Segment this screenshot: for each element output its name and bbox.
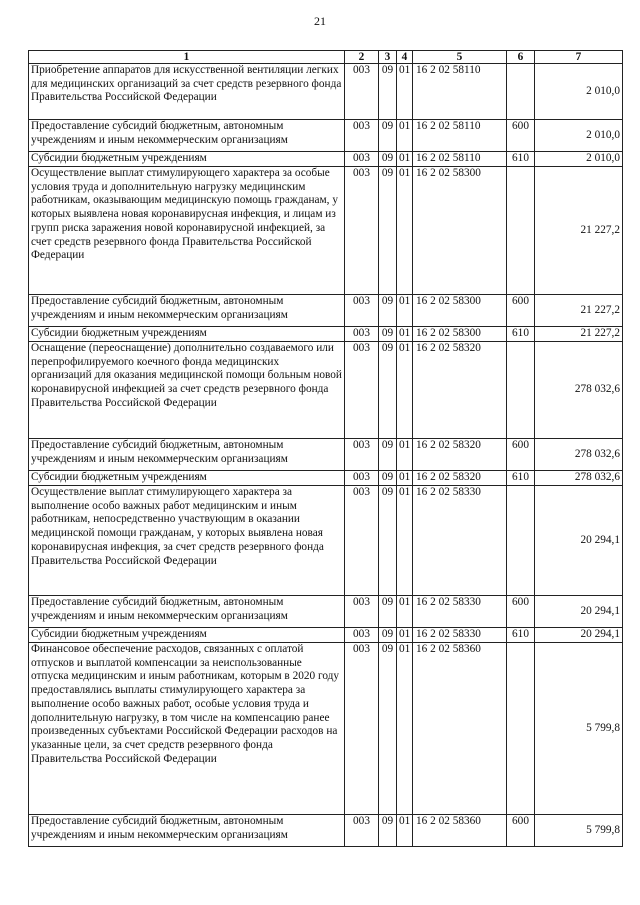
header-col-7: 7 [535, 51, 623, 64]
row-col-3: 09 [379, 439, 397, 471]
row-col-3: 09 [379, 342, 397, 439]
row-col-5: 16 2 02 58320 [413, 439, 507, 471]
row-col-5: 16 2 02 58300 [413, 295, 507, 327]
row-col-4: 01 [397, 120, 413, 152]
table-row [29, 152, 623, 167]
table-row [29, 628, 623, 643]
row-name: Субсидии бюджетным учреждениям [29, 471, 345, 486]
row-col-5: 16 2 02 58330 [413, 628, 507, 643]
row-col-6: 600 [507, 120, 535, 152]
row-name: Осуществление выплат стимулирующего характера за выполнение особо важных работ медицинским и иным работникам, непосредственно участвующим в оказании медицинской помощи гражданам, у которых выявлена новая коронавирусная инфекция, за счет средств резервного фонда Правительства Российской Федерации [29, 486, 345, 596]
row-col-4: 01 [397, 815, 413, 847]
row-col-4: 01 [397, 486, 413, 596]
table-row [29, 486, 623, 596]
row-name: Субсидии бюджетным учреждениям [29, 628, 345, 643]
row-col-6: 610 [507, 628, 535, 643]
row-col-4: 01 [397, 643, 413, 815]
table-row [29, 471, 623, 486]
row-col-4: 01 [397, 64, 413, 120]
row-col-3: 09 [379, 167, 397, 295]
row-name: Приобретение аппаратов для искусственной вентиляции легких для медицинских организаций за счет средств резервного фонда Правительства Российской Федерации [29, 64, 345, 120]
row-col-6 [507, 486, 535, 596]
row-col-4: 01 [397, 628, 413, 643]
row-col-3: 09 [379, 295, 397, 327]
table-row [29, 342, 623, 439]
budget-table [28, 50, 623, 847]
row-col-3: 09 [379, 596, 397, 628]
row-col-5: 16 2 02 58300 [413, 327, 507, 342]
row-col-4: 01 [397, 471, 413, 486]
row-col-6: 610 [507, 327, 535, 342]
table-row [29, 439, 623, 471]
row-amount: 20 294,1 [535, 628, 623, 643]
header-col-2: 2 [345, 51, 379, 64]
row-col-2: 003 [345, 486, 379, 596]
row-col-2: 003 [345, 439, 379, 471]
row-col-5: 16 2 02 58110 [413, 120, 507, 152]
row-name: Осуществление выплат стимулирующего характера за особые условия труда и дополнительную нагрузку медицинским работникам, оказывающим медицинскую помощь гражданам, у которых выявлена новая коронавирусная инфекция, и лицам из групп риска заражения новой коронавирусной инфекцией, за счет средств резервного фонда Правительства Российской Федерации [29, 167, 345, 295]
row-col-3: 09 [379, 486, 397, 596]
row-name: Предоставление субсидий бюджетным, автономным учреждениям и иным некоммерческим организациям [29, 815, 345, 847]
row-col-5: 16 2 02 58320 [413, 342, 507, 439]
row-name: Предоставление субсидий бюджетным, автономным учреждениям и иным некоммерческим организациям [29, 596, 345, 628]
row-col-6: 600 [507, 815, 535, 847]
row-amount: 20 294,1 [535, 596, 623, 628]
table-row [29, 643, 623, 815]
row-amount: 278 032,6 [535, 471, 623, 486]
table-row [29, 120, 623, 152]
row-col-6 [507, 64, 535, 120]
row-col-5: 16 2 02 58300 [413, 167, 507, 295]
page-number: 21 [314, 14, 326, 28]
row-col-6 [507, 643, 535, 815]
row-col-4: 01 [397, 167, 413, 295]
row-col-3: 09 [379, 815, 397, 847]
row-col-2: 003 [345, 327, 379, 342]
row-col-6: 600 [507, 596, 535, 628]
row-name: Субсидии бюджетным учреждениям [29, 152, 345, 167]
row-name: Субсидии бюджетным учреждениям [29, 327, 345, 342]
row-col-2: 003 [345, 628, 379, 643]
row-col-3: 09 [379, 628, 397, 643]
row-col-4: 01 [397, 152, 413, 167]
row-col-3: 09 [379, 471, 397, 486]
table-row [29, 295, 623, 327]
row-col-2: 003 [345, 152, 379, 167]
row-name: Предоставление субсидий бюджетным, автономным учреждениям и иным некоммерческим организациям [29, 439, 345, 471]
row-col-2: 003 [345, 295, 379, 327]
row-col-5: 16 2 02 58330 [413, 596, 507, 628]
table-row [29, 327, 623, 342]
row-amount: 2 010,0 [535, 64, 623, 120]
row-col-2: 003 [345, 643, 379, 815]
header-row [29, 51, 623, 64]
row-col-4: 01 [397, 596, 413, 628]
header-col-6: 6 [507, 51, 535, 64]
row-col-4: 01 [397, 327, 413, 342]
row-col-4: 01 [397, 342, 413, 439]
table-row [29, 64, 623, 120]
row-col-3: 09 [379, 152, 397, 167]
row-amount: 21 227,2 [535, 295, 623, 327]
row-col-5: 16 2 02 58110 [413, 152, 507, 167]
row-col-3: 09 [379, 327, 397, 342]
header-col-3: 3 [379, 51, 397, 64]
row-col-6: 600 [507, 295, 535, 327]
row-amount: 278 032,6 [535, 342, 623, 439]
row-col-4: 01 [397, 439, 413, 471]
row-amount: 5 799,8 [535, 815, 623, 847]
row-col-5: 16 2 02 58360 [413, 815, 507, 847]
row-col-6: 610 [507, 471, 535, 486]
table-row [29, 815, 623, 847]
row-name: Оснащение (переоснащение) дополнительно создаваемого или перепрофилируемого коечного фонда медицинских организаций для оказания медицинской помощи больным новой коронавирусной инфекцией за счет средств резервного фонда Правительства Российской Федерации [29, 342, 345, 439]
row-col-3: 09 [379, 64, 397, 120]
row-col-3: 09 [379, 643, 397, 815]
row-amount: 2 010,0 [535, 120, 623, 152]
row-col-6 [507, 342, 535, 439]
row-amount: 20 294,1 [535, 486, 623, 596]
header-col-5: 5 [413, 51, 507, 64]
row-col-2: 003 [345, 120, 379, 152]
header-col-1: 1 [29, 51, 345, 64]
row-col-5: 16 2 02 58110 [413, 64, 507, 120]
row-col-2: 003 [345, 471, 379, 486]
row-name: Предоставление субсидий бюджетным, автономным учреждениям и иным некоммерческим организациям [29, 295, 345, 327]
table-row [29, 167, 623, 295]
row-col-2: 003 [345, 342, 379, 439]
row-col-5: 16 2 02 58320 [413, 471, 507, 486]
row-name: Финансовое обеспечение расходов, связанных с оплатой отпусков и выплатой компенсации за неиспользованные отпуска медицинским и иным работникам, которым в 2020 году предоставлялись выплаты стимулирующего характера за выполнение особо важных работ, особые условия труда и дополнительную нагрузку, в том числе на компенсацию ранее произведенных субъектами Российской Федерации расходов на указанные цели, за счет средств резервного фонда Правительства Российской Федерации [29, 643, 345, 815]
row-amount: 21 227,2 [535, 167, 623, 295]
row-col-4: 01 [397, 295, 413, 327]
row-amount: 5 799,8 [535, 643, 623, 815]
row-col-6 [507, 167, 535, 295]
row-amount: 2 010,0 [535, 152, 623, 167]
row-col-2: 003 [345, 64, 379, 120]
table-row [29, 596, 623, 628]
row-col-5: 16 2 02 58330 [413, 486, 507, 596]
header-col-4: 4 [397, 51, 413, 64]
row-amount: 21 227,2 [535, 327, 623, 342]
row-col-5: 16 2 02 58360 [413, 643, 507, 815]
row-col-2: 003 [345, 815, 379, 847]
row-name: Предоставление субсидий бюджетным, автономным учреждениям и иным некоммерческим организациям [29, 120, 345, 152]
row-col-2: 003 [345, 596, 379, 628]
row-col-6: 600 [507, 439, 535, 471]
row-col-2: 003 [345, 167, 379, 295]
row-col-6: 610 [507, 152, 535, 167]
row-col-3: 09 [379, 120, 397, 152]
row-amount: 278 032,6 [535, 439, 623, 471]
